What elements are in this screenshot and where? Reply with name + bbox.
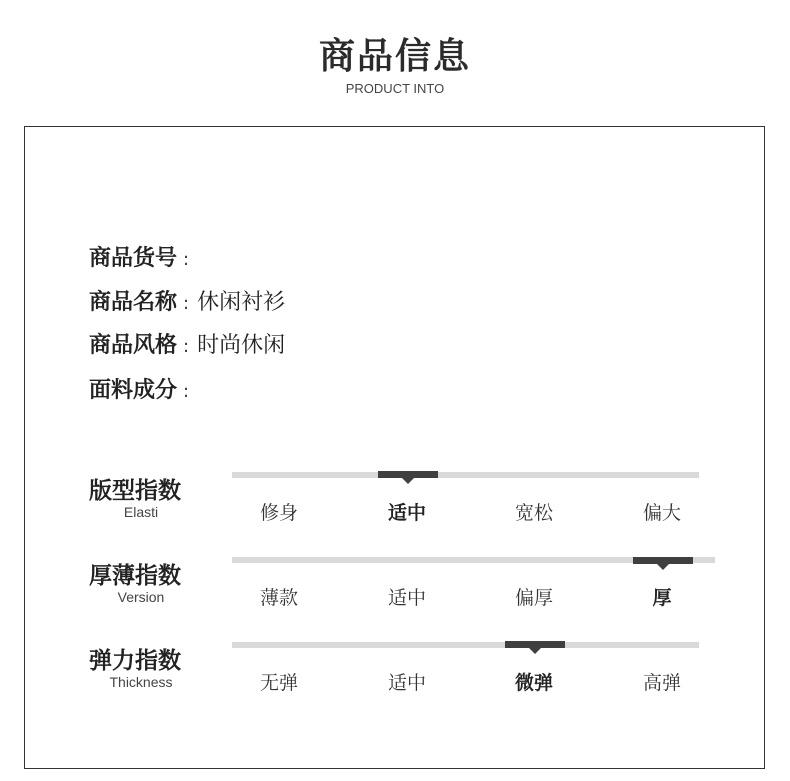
info-label: 商品货号 (89, 245, 178, 271)
thickness-option: 偏厚 (514, 587, 553, 609)
info-value: 休闲衬衫 (197, 289, 286, 315)
index-subtitle-fit: Elasti (123, 504, 159, 520)
thickness-option: 厚 (652, 587, 672, 609)
info-row-fabric (89, 373, 197, 403)
elasticity-scale-marker (505, 641, 565, 648)
index-title-fit: 版型指数 (89, 478, 181, 504)
fit-option: 偏大 (642, 502, 681, 524)
info-label: 面料成分 (89, 377, 178, 403)
fit-scale-track (232, 472, 699, 478)
index-title-elasticity: 弹力指数 (89, 648, 181, 674)
elasticity-option: 微弹 (514, 672, 553, 694)
thickness-option: 适中 (387, 587, 426, 609)
info-colon: : (183, 380, 190, 402)
page-title: 商品信息 (318, 36, 471, 77)
info-label: 商品风格 (89, 332, 178, 358)
elasticity-option: 适中 (387, 672, 426, 694)
info-colon: : (183, 335, 190, 357)
elasticity-option: 无弹 (259, 672, 298, 694)
info-colon: : (183, 292, 190, 314)
fit-option: 修身 (259, 502, 298, 524)
info-value: 时尚休闲 (197, 332, 286, 358)
fit-scale-marker (378, 471, 438, 478)
index-subtitle-thickness: Version (117, 589, 165, 605)
page-subtitle: PRODUCT INTO (345, 81, 445, 96)
info-row-item-style (89, 328, 285, 358)
thickness-scale-marker (633, 557, 693, 564)
fit-option: 适中 (387, 502, 426, 524)
thickness-option: 薄款 (259, 587, 298, 609)
fit-option: 宽松 (514, 502, 553, 524)
index-subtitle-elasticity: Thickness (109, 674, 173, 690)
elasticity-option: 高弹 (642, 672, 681, 694)
info-label: 商品名称 (89, 289, 178, 315)
info-colon: : (183, 248, 190, 270)
info-row-item-name (89, 285, 285, 315)
info-row-item-number (89, 241, 197, 271)
index-title-thickness: 厚薄指数 (89, 563, 181, 589)
elasticity-scale-track (232, 642, 699, 648)
